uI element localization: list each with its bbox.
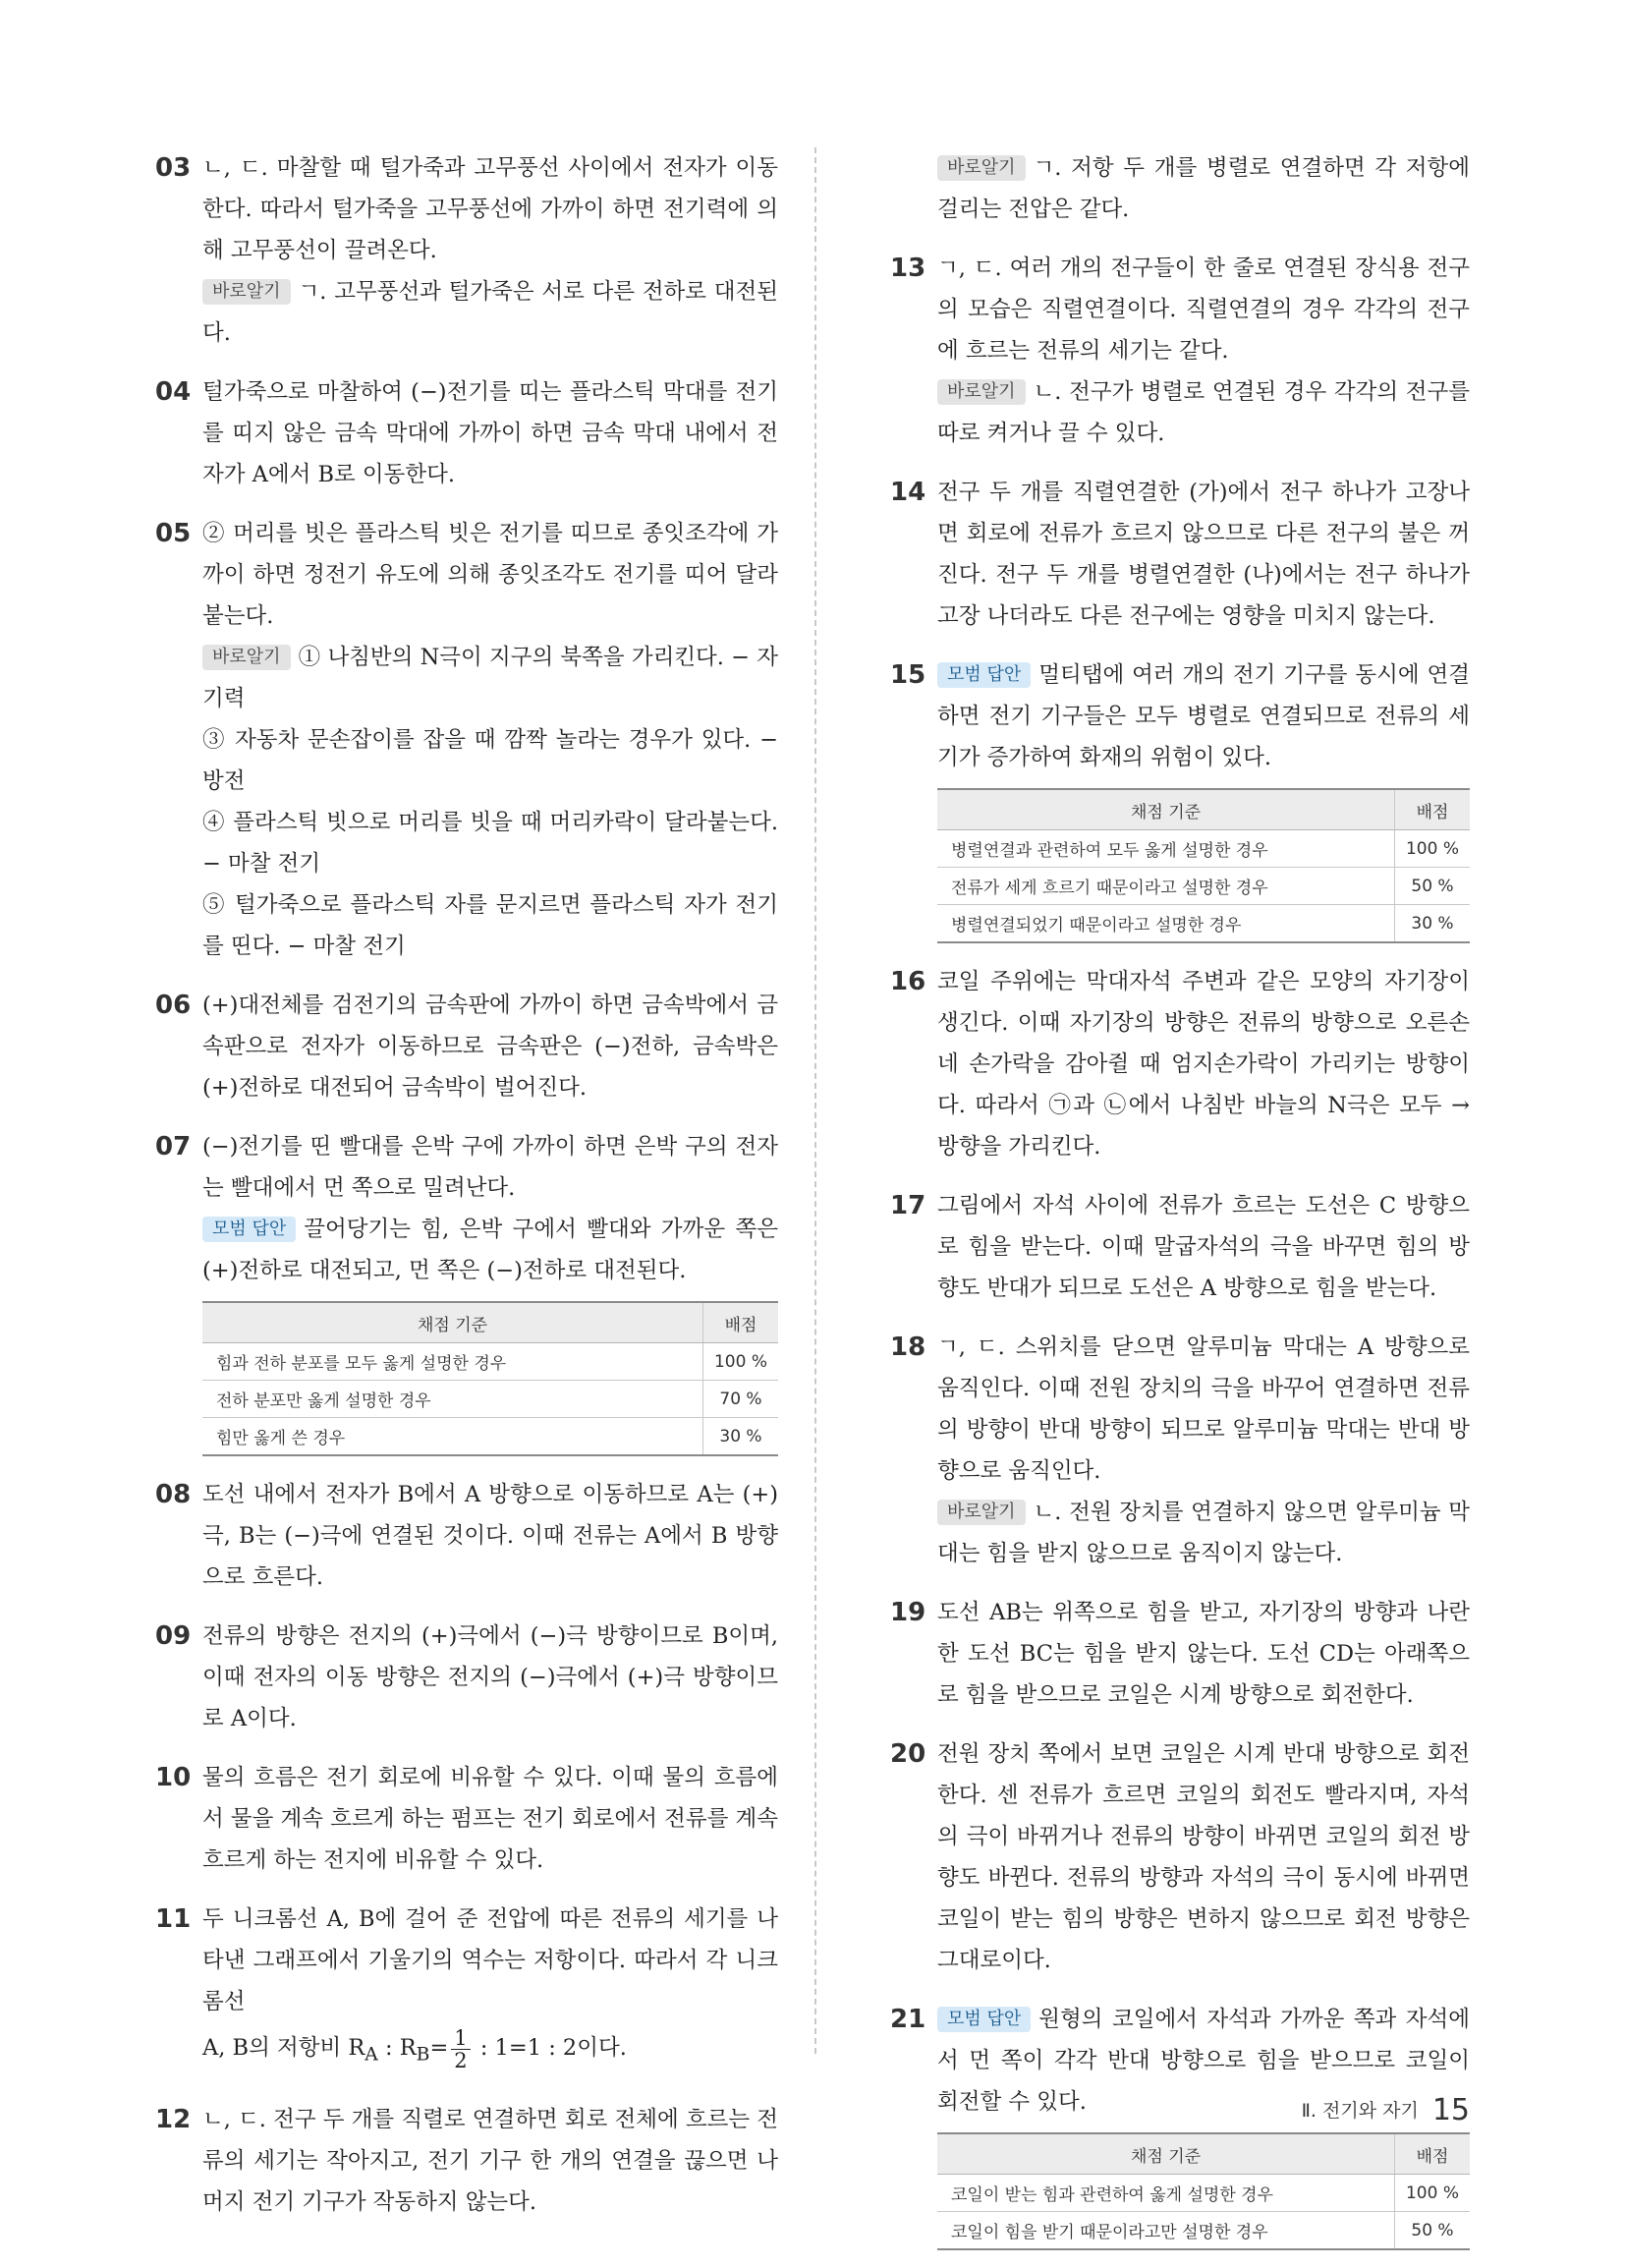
resistance-ratio-line: A, B의 저항비 $R_A$ : $R_B=$ $\frac{1}{2}$ : 1=1 : 2이다. — [202, 2025, 627, 2072]
correction-tag: 바로알기 — [202, 279, 291, 305]
correction-line — [937, 147, 1470, 230]
question-number: 14 — [890, 478, 926, 507]
answer-text: (+)대전체를 검전기의 금속판에 가까이 하면 금속박에서 금속판으로 전자가 이동하므로 금속판은 (−)전하, 금속박은 (+)전하로 대전되어 금속박이 벌어진다. — [202, 992, 778, 1101]
correction-text: ㄴ. 전원 장치를 연결하지 않으면 알루미늄 막대는 힘을 받지 않으므로 움직이지 않는다. — [937, 1500, 1470, 1566]
correction-line — [937, 1492, 1470, 1574]
answer-text: ㄱ, ㄷ. 스위치를 닫으면 알루미늄 막대는 A 방향으로 움직인다. 이때 전원 장치의 극을 바꾸어 연결하면 전류의 방향이 반대 방향이 되므로 알루미늄 막대는 반대 방향으로 움직인다. — [937, 1334, 1470, 1484]
points-header: 배점 — [1395, 2133, 1471, 2175]
correction-tag: 바로알기 — [937, 1500, 1026, 1525]
scoring-table — [202, 1301, 778, 1456]
answer-19 — [890, 1592, 1470, 1716]
model-answer-tag: 모범 답안 — [937, 662, 1031, 688]
points-header: 배점 — [703, 1302, 779, 1343]
correction-tag: 바로알기 — [937, 155, 1026, 181]
answer-15 — [890, 654, 1470, 943]
question-number: 08 — [155, 1480, 192, 1509]
points-cell: 100 % — [703, 1343, 779, 1381]
page-number: 15 — [1431, 2093, 1470, 2127]
answer-text: 두 니크롬선 A, B에 걸어 준 전압에 따른 전류의 세기를 나타낸 그래프에서 기울기의 역수는 저항이다. 따라서 각 니크롬선 — [202, 1906, 778, 2014]
option-4-text: ④ 플라스틱 빗으로 머리를 빗을 때 머리카락이 달라붙는다. − 마찰 전기 — [202, 810, 778, 877]
correction-text: ㄱ. 저항 두 개를 병렬로 연결하면 각 저항에 걸리는 전압은 같다. — [937, 155, 1470, 222]
answer-text: (−)전기를 띤 빨대를 은박 구에 가까이 하면 은박 구의 전자는 빨대에서 먼 쪽으로 밀려난다. — [202, 1134, 778, 1201]
answer-text: 도선 AB는 위쪽으로 힘을 받고, 자기장의 방향과 나란한 도선 BC는 힘을 받지 않는다. 도선 CD는 아래쪽으로 힘을 받으므로 코일은 시계 방향으로 회전한다. — [937, 1600, 1470, 1708]
question-number: 03 — [155, 153, 192, 183]
correction-tag: 바로알기 — [937, 379, 1026, 405]
answer-09 — [155, 1616, 778, 1739]
scoring-table — [937, 2132, 1470, 2250]
right-column — [890, 147, 1470, 2268]
question-number: 13 — [890, 254, 926, 283]
question-number: 18 — [890, 1332, 926, 1362]
table-row — [202, 1418, 778, 1456]
question-number: 10 — [155, 1763, 192, 1792]
model-answer-line — [937, 654, 1470, 778]
model-answer-line — [202, 1209, 778, 1291]
criteria-header: 채점 기준 — [937, 789, 1395, 830]
answer-text: 전원 장치 쪽에서 보면 코일은 시계 반대 방향으로 회전한다. 센 전류가 흐르면 코일의 회전도 빨라지며, 자석의 극이 바뀌거나 전류의 방향이 바뀌면 코일의 회전 방향도 바뀐다. 전류의 방향과 자석의 극이 동시에 바뀌면 코일이 받는 힘의 방향은 변하지 않으므로 회전 방향은 그대로이다. — [937, 1741, 1470, 1973]
criteria-cell: 코일이 힘을 받기 때문이라고만 설명한 경우 — [937, 2212, 1395, 2250]
answer-text: 전구 두 개를 직렬연결한 (가)에서 전구 하나가 고장나면 회로에 전류가 흐르지 않으므로 다른 전구의 불은 꺼진다. 전구 두 개를 병렬연결한 (나)에서는 전구 하나가 고장 나더라도 다른 전구에는 영향을 미치지 않는다. — [937, 480, 1470, 629]
answer-text: ㄴ, ㄷ. 마찰할 때 털가죽과 고무풍선 사이에서 전자가 이동한다. 따라서 털가죽을 고무풍선에 가까이 하면 전기력에 의해 고무풍선이 끌려온다. — [202, 155, 778, 263]
table-row — [937, 905, 1470, 943]
page-footer — [1302, 2093, 1470, 2127]
answer-text: ㄱ, ㄷ. 여러 개의 전구들이 한 줄로 연결된 장식용 전구의 모습은 직렬연결이다. 직렬연결의 경우 각각의 전구에 흐르는 전류의 세기는 같다. — [937, 255, 1470, 364]
answer-12 — [155, 2099, 778, 2223]
table-row — [937, 868, 1470, 905]
fraction: $\frac{1}{2}$ — [451, 2027, 470, 2071]
answer-05 — [155, 513, 778, 967]
points-cell: 30 % — [703, 1418, 779, 1456]
correction-line — [937, 371, 1470, 454]
answer-20 — [890, 1733, 1470, 1981]
answer-text: 전류의 방향은 전지의 (+)극에서 (−)극 방향이므로 B이며, 이때 전자의 이동 방향은 전지의 (−)극에서 (+)극 방향이므로 A이다. — [202, 1623, 778, 1731]
answer-text: 코일 주위에는 막대자석 주변과 같은 모양의 자기장이 생긴다. 이때 자기장의 방향은 전류의 방향으로 오른손 네 손가락을 감아쥘 때 엄지손가락이 가리키는 방향이다. 따라서 ㉠과 ㉡에서 나침반 바늘의 N극은 모두 → 방향을 가리킨다. — [937, 969, 1470, 1160]
criteria-header: 채점 기준 — [937, 2133, 1395, 2175]
answer-16 — [890, 961, 1470, 1167]
question-number: 04 — [155, 377, 192, 407]
model-answer-text: 원형의 코일에서 자석과 가까운 쪽과 자석에서 먼 쪽이 각각 반대 방향으로 힘을 받으므로 코일이 회전할 수 있다. — [937, 2007, 1470, 2115]
points-cell: 30 % — [1395, 905, 1471, 943]
correction-tag: 바로알기 — [202, 645, 291, 670]
answer-text: ㄴ, ㄷ. 전구 두 개를 직렬로 연결하면 회로 전체에 흐르는 전류의 세기는 작아지고, 전기 기구 한 개의 연결을 끊으면 나머지 전기 기구가 작동하지 않는다. — [202, 2106, 778, 2215]
correction-text: ① 나침반의 N극이 지구의 북쪽을 가리킨다. − 자기력 — [202, 645, 778, 711]
criteria-cell: 코일이 받는 힘과 관련하여 옳게 설명한 경우 — [937, 2175, 1395, 2212]
question-number: 09 — [155, 1621, 192, 1651]
model-answer-text: 멀티탭에 여러 개의 전기 기구를 동시에 연결하면 전기 기구들은 모두 병렬로 연결되므로 전류의 세기가 증가하여 화재의 위험이 있다. — [937, 662, 1470, 770]
question-number: 11 — [155, 1904, 192, 1934]
answer-08 — [155, 1474, 778, 1598]
points-cell: 50 % — [1395, 868, 1471, 905]
answer-text: 도선 내에서 전자가 B에서 A 방향으로 이동하므로 A는 (+)극, B는 (−)극에 연결된 것이다. 이때 전류는 A에서 B 방향으로 흐른다. — [202, 1482, 778, 1590]
section-title: Ⅱ. 전기와 자기 — [1301, 2100, 1419, 2122]
correction-line — [202, 271, 778, 354]
answer-17 — [890, 1185, 1470, 1309]
left-column — [155, 147, 778, 2240]
answer-text: 그림에서 자석 사이에 전류가 흐르는 도선은 C 방향으로 힘을 받는다. 이때 말굽자석의 극을 바꾸면 힘의 방향도 반대가 되므로 도선은 A 방향으로 힘을 받는다. — [937, 1193, 1470, 1301]
model-answer-tag: 모범 답안 — [202, 1217, 296, 1242]
correction-line — [202, 637, 778, 719]
criteria-cell: 병렬연결과 관련하여 모두 옳게 설명한 경우 — [937, 830, 1395, 868]
question-number: 19 — [890, 1598, 926, 1627]
answer-14 — [890, 472, 1470, 637]
table-row — [202, 1381, 778, 1418]
criteria-cell: 전류가 세게 흐르기 때문이라고 설명한 경우 — [937, 868, 1395, 905]
column-divider — [814, 147, 816, 2054]
question-number: 17 — [890, 1191, 926, 1220]
model-answer-tag: 모범 답안 — [937, 2007, 1031, 2032]
question-number: 20 — [890, 1739, 926, 1769]
answer-18 — [890, 1327, 1470, 1574]
question-number: 06 — [155, 991, 192, 1020]
question-number: 12 — [155, 2104, 192, 2134]
option-3-text: ③ 자동차 문손잡이를 잡을 때 깜짝 놀라는 경우가 있다. − 방전 — [202, 727, 778, 794]
points-cell: 70 % — [703, 1381, 779, 1418]
answer-06 — [155, 985, 778, 1108]
criteria-cell: 힘만 옳게 쓴 경우 — [202, 1418, 703, 1456]
points-cell: 50 % — [1395, 2212, 1471, 2250]
points-cell: 100 % — [1395, 2175, 1471, 2212]
option-5-text: ⑤ 털가죽으로 플라스틱 자를 문지르면 플라스틱 자가 전기를 띤다. − 마찰 전기 — [202, 892, 778, 959]
question-number: 21 — [890, 2005, 926, 2034]
criteria-cell: 힘과 전하 분포를 모두 옳게 설명한 경우 — [202, 1343, 703, 1381]
question-number: 07 — [155, 1132, 192, 1162]
question-number: 16 — [890, 967, 926, 996]
answer-text: 털가죽으로 마찰하여 (−)전기를 띠는 플라스틱 막대를 전기를 띠지 않은 금속 막대에 가까이 하면 금속 막대 내에서 전자가 A에서 B로 이동한다. — [202, 379, 778, 487]
answer-13 — [890, 248, 1470, 454]
question-number: 15 — [890, 660, 926, 690]
criteria-header: 채점 기준 — [202, 1302, 703, 1343]
scoring-table — [937, 788, 1470, 943]
table-row — [202, 1343, 778, 1381]
answer-text: 물의 흐름은 전기 회로에 비유할 수 있다. 이때 물의 흐름에서 물을 계속 흐르게 하는 펌프는 전기 회로에서 전류를 계속 흐르게 하는 전지에 비유할 수 있다. — [202, 1765, 779, 1873]
criteria-cell: 병렬연결되었기 때문이라고 설명한 경우 — [937, 905, 1395, 943]
criteria-cell: 전하 분포만 옳게 설명한 경우 — [202, 1381, 703, 1418]
points-header: 배점 — [1395, 789, 1471, 830]
correction-text: ㄱ. 고무풍선과 털가죽은 서로 다른 전하로 대전된다. — [202, 279, 778, 346]
table-row — [937, 2212, 1470, 2250]
correction-text: ㄴ. 전구가 병렬로 연결된 경우 각각의 전구를 따로 켜거나 끌 수 있다. — [937, 379, 1470, 446]
answer-11 — [155, 1899, 778, 2081]
model-answer-text: 끌어당기는 힘, 은박 구에서 빨대와 가까운 쪽은 (+)전하로 대전되고, 먼 쪽은 (−)전하로 대전된다. — [202, 1217, 778, 1283]
answer-07 — [155, 1126, 778, 1456]
answer-text: ② 머리를 빗은 플라스틱 빗은 전기를 띠므로 종잇조각에 가까이 하면 정전기 유도에 의해 종잇조각도 전기를 띠어 달라붙는다. — [202, 521, 778, 629]
answer-03 — [155, 147, 778, 354]
answer-10 — [155, 1757, 778, 1881]
points-cell: 100 % — [1395, 830, 1471, 868]
answer-12-continued — [890, 147, 1470, 230]
table-row — [937, 830, 1470, 868]
answer-04 — [155, 371, 778, 495]
question-number: 05 — [155, 519, 192, 548]
